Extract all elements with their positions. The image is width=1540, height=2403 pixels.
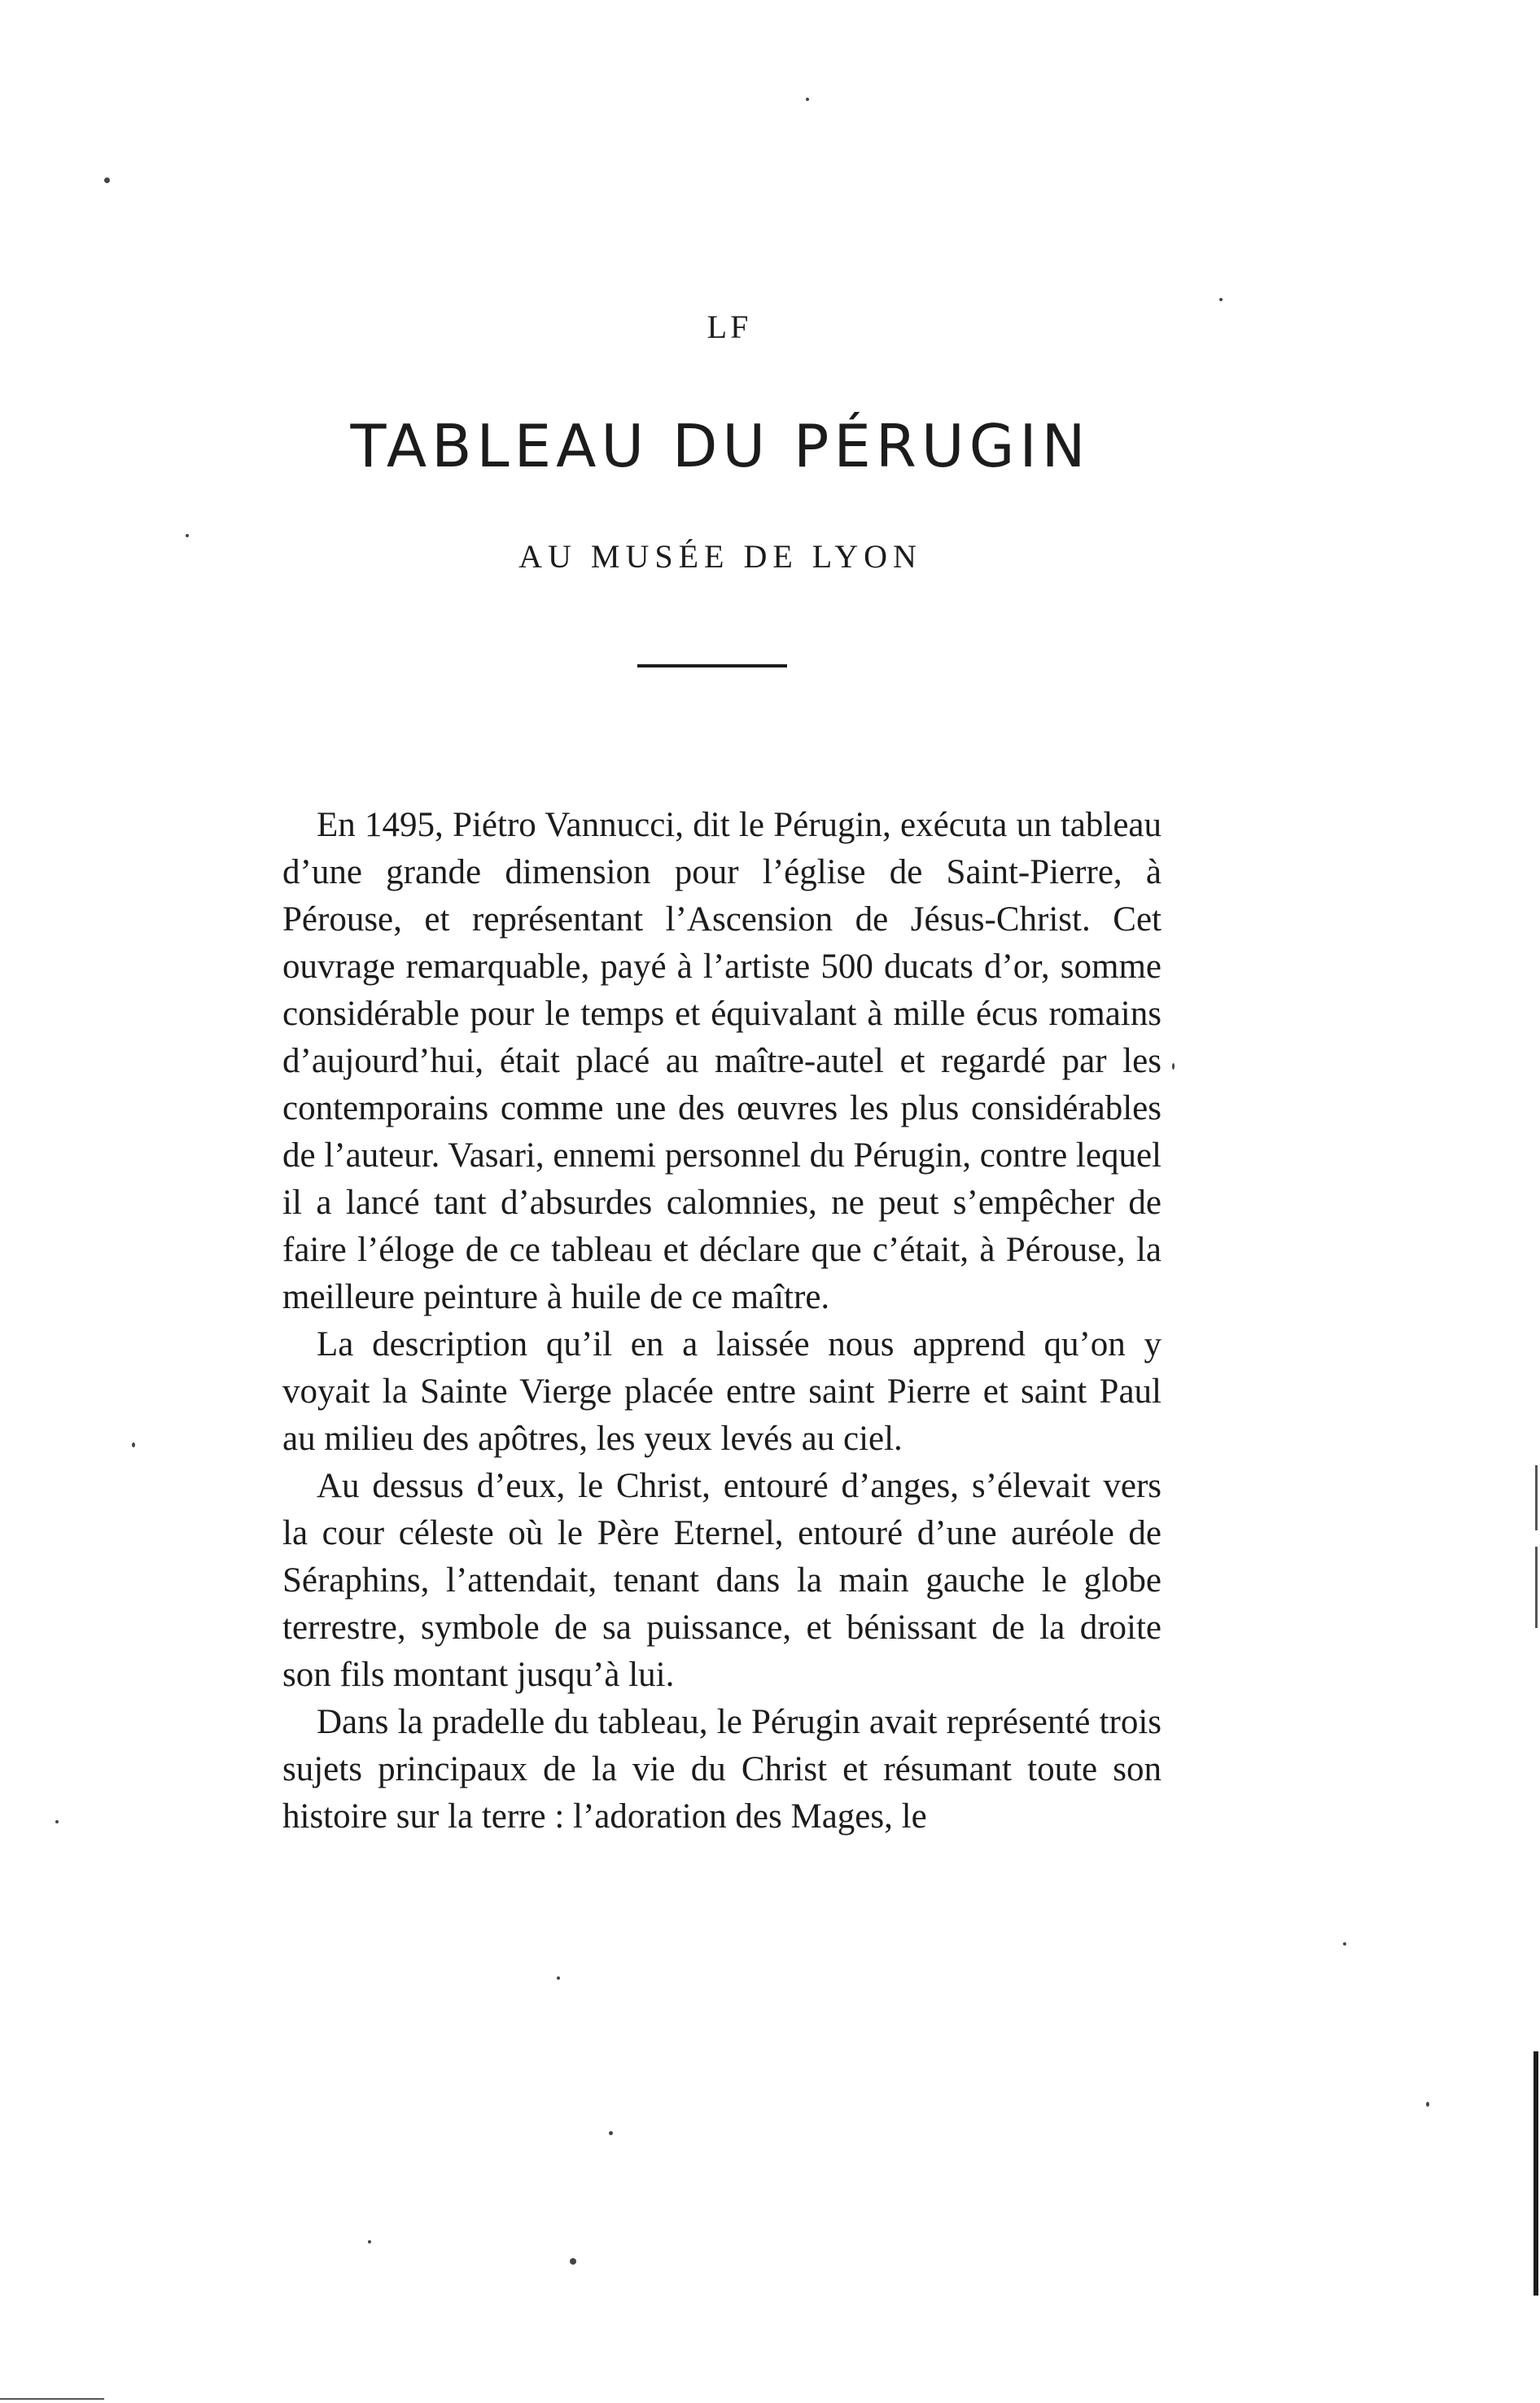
speck [1343, 1942, 1346, 1946]
edge-shadow [0, 2398, 104, 2400]
header-kicker: LF [707, 309, 752, 345]
speck [132, 1442, 135, 1447]
speck [104, 177, 110, 183]
edge-shadow [1533, 2051, 1538, 2296]
page-subtitle: AU MUSÉE DE LYON [518, 538, 922, 575]
paragraph-2: La description qu’il en a laissée nous apprend qu’on y voyait la Sainte Vierge placée entre saint Pierre et saint Paul au milieu des apôtres, les yeux levés au ciel. [282, 1325, 1162, 1458]
page-title: TABLEAU DU PÉRUGIN [350, 412, 1091, 480]
speck [570, 2258, 576, 2265]
speck [55, 1820, 59, 1823]
edge-shadow [1535, 1547, 1538, 1628]
speck [1219, 298, 1223, 301]
speck [806, 98, 809, 101]
speck [1426, 2102, 1429, 2107]
title-divider [637, 664, 787, 668]
speck [609, 2131, 613, 2135]
edge-shadow [1535, 1465, 1538, 1530]
speck [1172, 1063, 1175, 1070]
paragraph-3: Au dessus d’eux, le Christ, entouré d’anges, s’élevait vers la cour céleste où le Père Eternel, entouré d’une auréole de Séraphins, l’attendait, tenant dans la main gauche le globe terrestre, symbole de sa puissance, et bénissant de la droite son fils montant jusqu’à lui. [282, 1467, 1162, 1694]
speck [368, 2240, 371, 2243]
speck [557, 1976, 560, 1980]
paragraph-4: Dans la pradelle du tableau, le Pérugin avait représenté trois sujets principaux de la vie du Christ et résumant toute son histoire sur la terre : l’adoration des Mages, le [282, 1703, 1162, 1836]
paragraph-1: En 1495, Piétro Vannucci, dit le Pérugin, exécuta un tableau d’une grande dimension pour l’église de Saint-Pierre, à Pérouse, et représentant l’Ascension de Jésus-Christ. Cet ouvrage remarquable, payé à l’artiste 500 ducats d’or, somme considérable pour le temps et équivalant à mille écus romains d’aujourd’hui, était placé au maître-autel et regardé par les contemporains comme une des œuvres les plus considérables de l’auteur. Vasari, ennemi personnel du Pérugin, contre lequel il a lancé tant d’absurdes calomnies, ne peut s’empêcher de faire l’éloge de ce tableau et déclare que c’était, à Pérouse, la meilleure peinture à huile de ce maître. [282, 806, 1162, 1316]
speck [186, 534, 189, 537]
body-text [282, 802, 1162, 1841]
